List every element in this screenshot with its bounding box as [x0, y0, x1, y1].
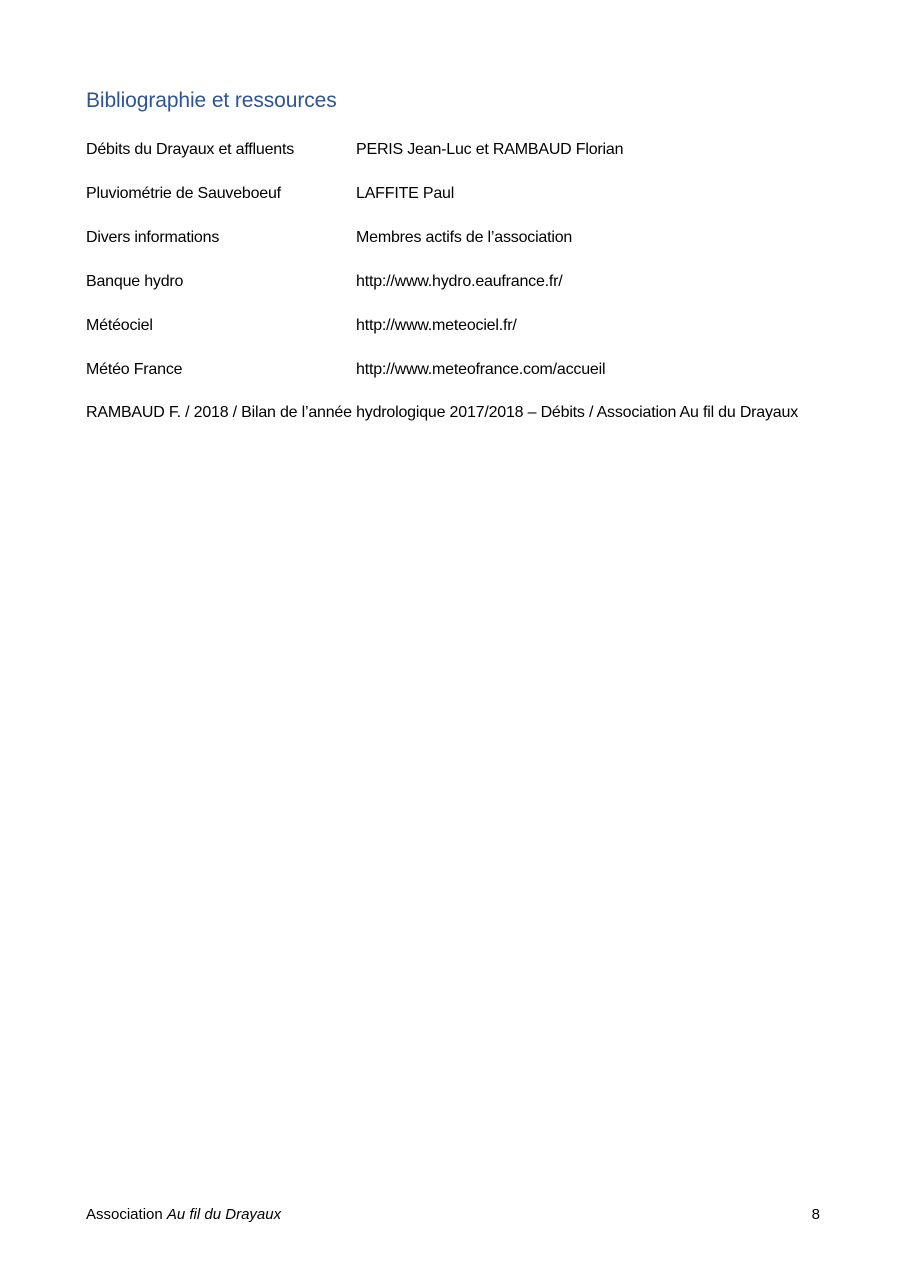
resources-list: [86, 138, 826, 402]
resource-row: [86, 138, 826, 182]
resource-label: Banque hydro: [86, 273, 184, 290]
page-number: 8: [811, 1206, 820, 1223]
resource-link[interactable]: http://www.hydro.eaufrance.fr/: [356, 273, 563, 290]
resource-value: PERIS Jean-Luc et RAMBAUD Florian: [356, 141, 624, 158]
resource-label: Débits du Drayaux et affluents: [86, 141, 295, 158]
resource-row: [86, 314, 826, 358]
resource-row: [86, 182, 826, 226]
resource-label: Divers informations: [86, 229, 220, 246]
footer-prefix: Association: [86, 1206, 167, 1223]
bibliographic-reference: RAMBAUD F. / 2018 / Bilan de l’année hydrologique 2017/2018 – Débits / Association Au fil du Drayaux: [86, 404, 798, 421]
resource-label: Météo France: [86, 361, 183, 378]
resource-row: [86, 358, 826, 402]
resource-label: Météociel: [86, 317, 153, 334]
footer-association-name: Au fil du Drayaux: [166, 1206, 282, 1223]
resource-link[interactable]: http://www.meteofrance.com/accueil: [356, 361, 606, 378]
resource-value: Membres actifs de l’association: [356, 229, 573, 246]
resource-link[interactable]: http://www.meteociel.fr/: [356, 317, 517, 334]
section-heading: Bibliographie et ressources: [86, 89, 337, 112]
resource-label: Pluviométrie de Sauveboeuf: [86, 185, 281, 202]
resource-value: LAFFITE Paul: [356, 185, 455, 202]
resource-row: [86, 226, 826, 270]
footer-association: [86, 1204, 281, 1226]
resource-row: [86, 270, 826, 314]
page-footer: [86, 1204, 820, 1226]
